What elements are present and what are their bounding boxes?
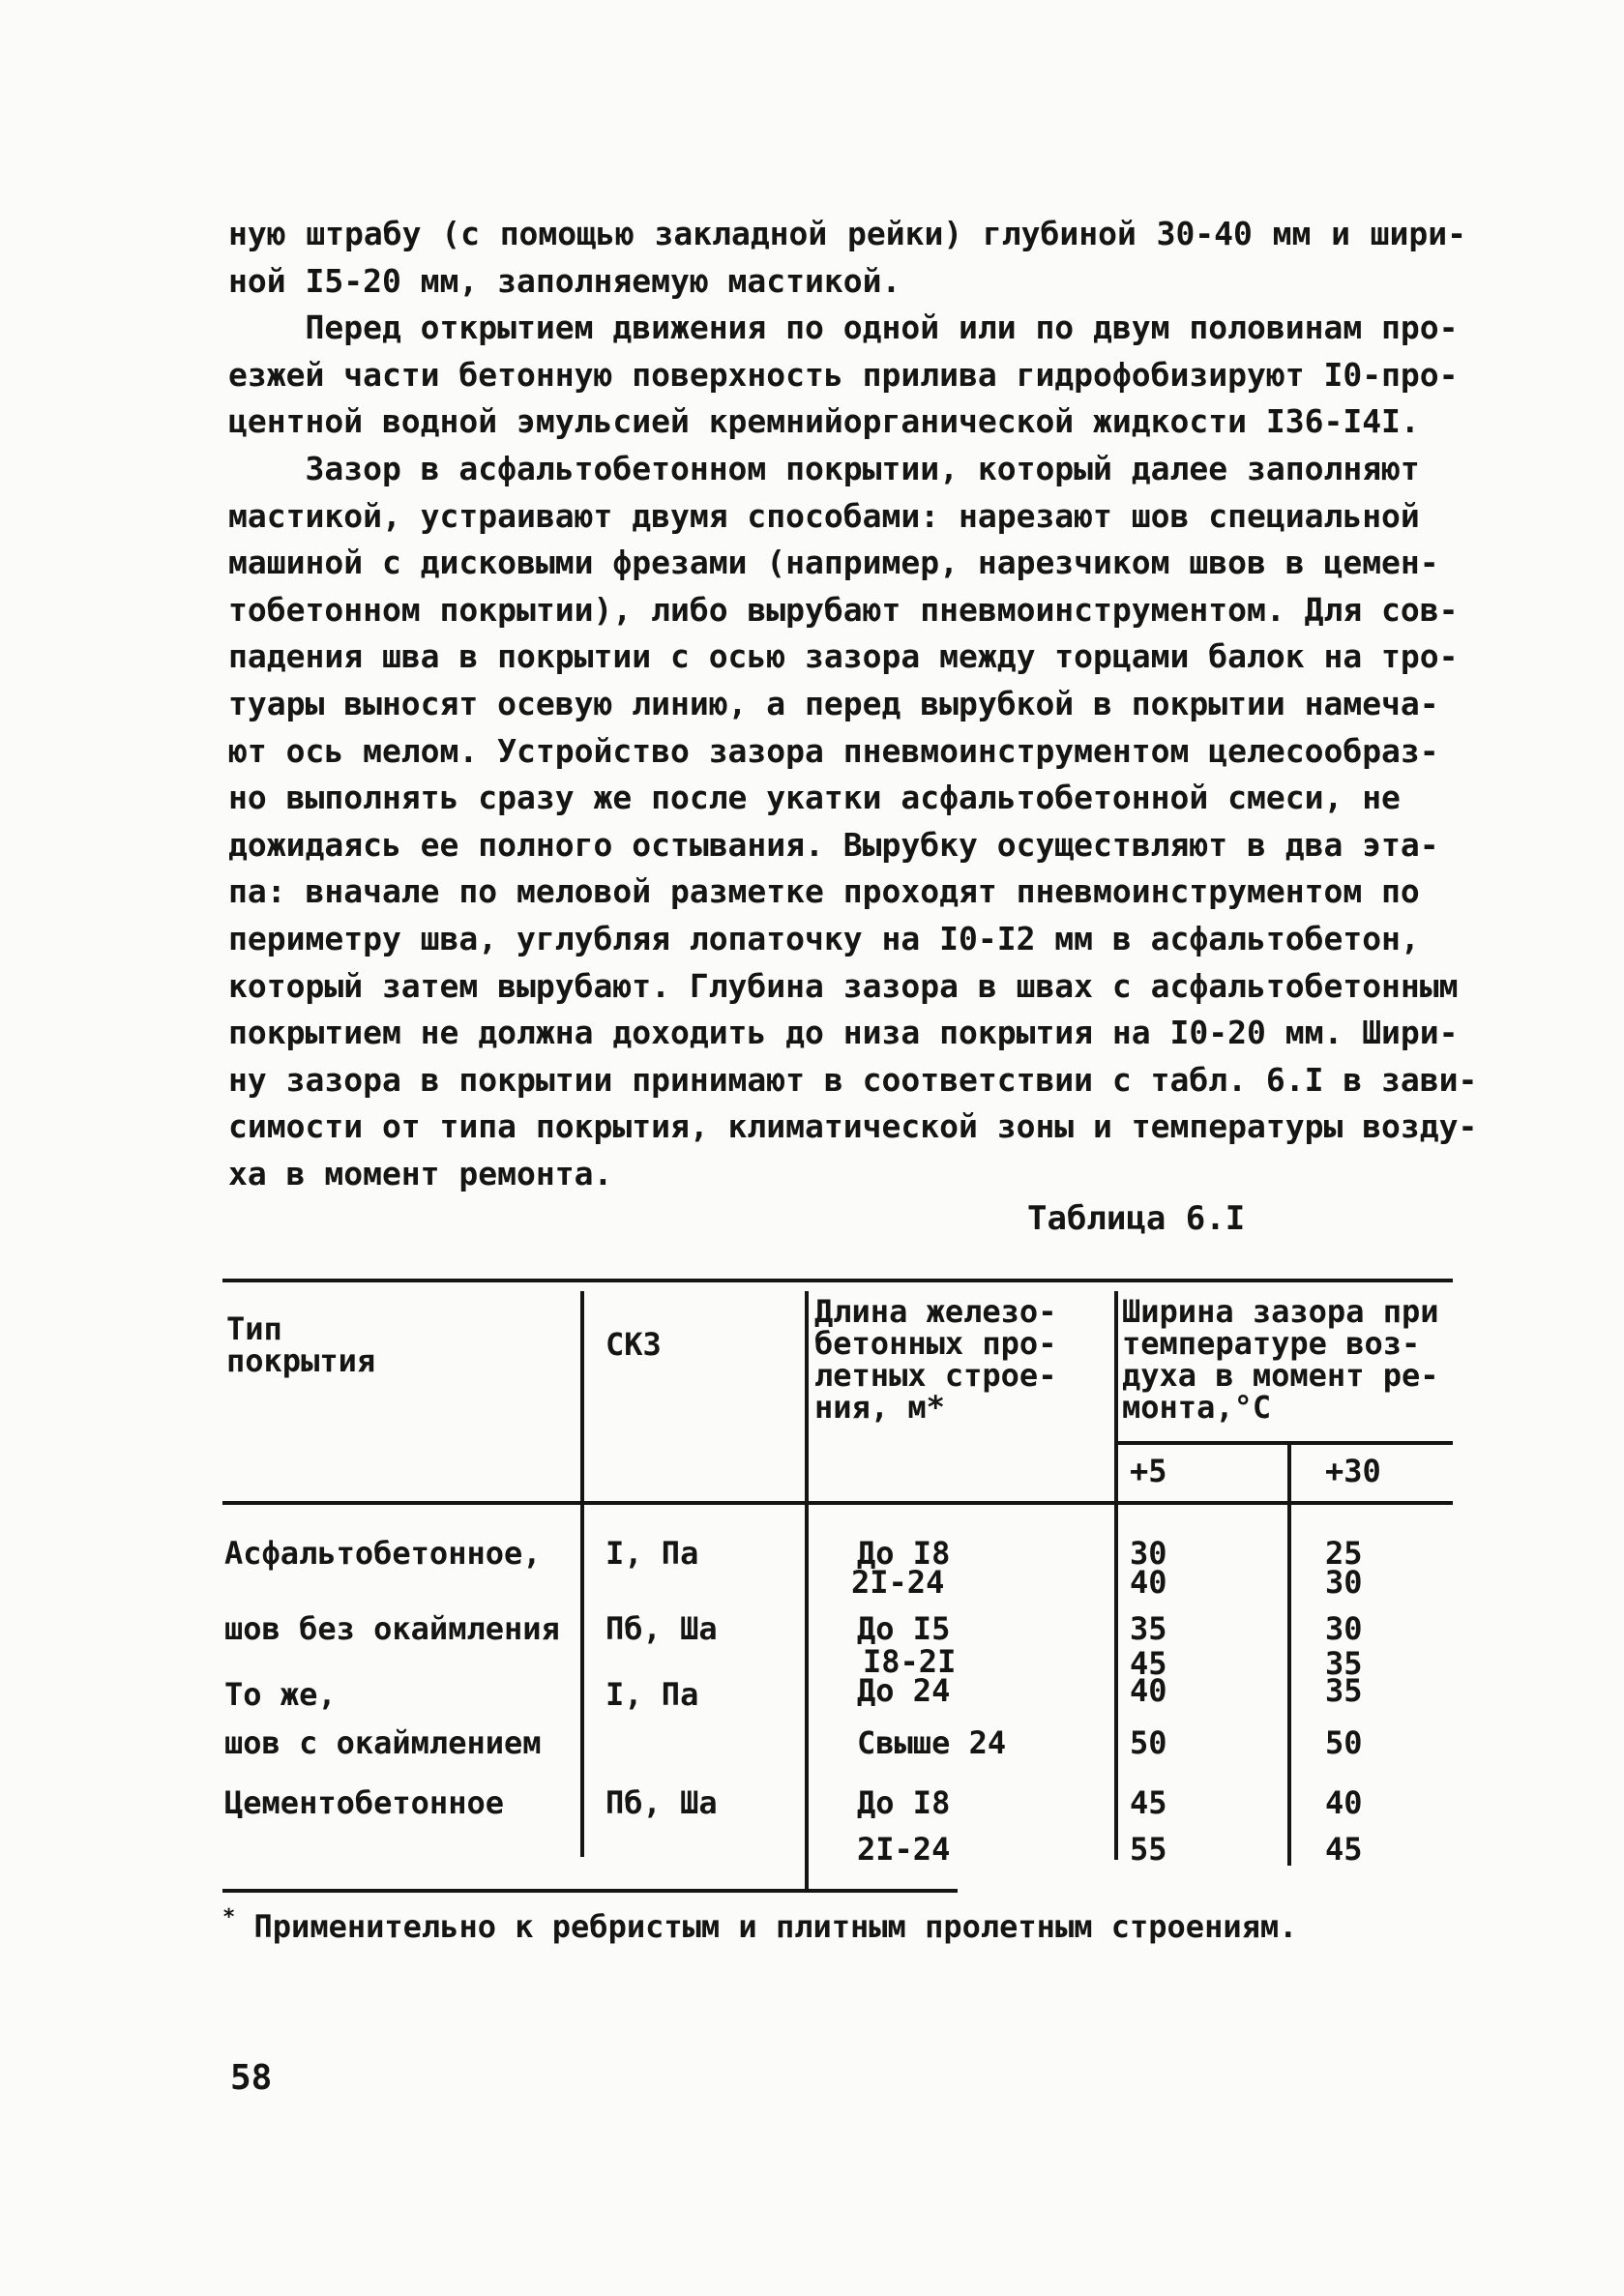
column-divider <box>580 1291 584 1857</box>
header-bottom-rule <box>222 1501 1453 1505</box>
cell-width-plus30: 45 <box>1325 1831 1363 1868</box>
temperature-subheader-rule <box>1114 1441 1453 1445</box>
text-line: центной водной эмульсией кремнийорганической жидкости I36-I4I. <box>228 402 1420 441</box>
cell-skz: I, Па <box>605 1676 699 1713</box>
cell-span-length: I8-2I <box>863 1643 957 1680</box>
cell-width-plus5: 30 <box>1130 1535 1167 1572</box>
text-line: падения шва в покрытии с осью зазора между торцами балок на тро- <box>228 637 1459 676</box>
cell-width-plus5: 45 <box>1130 1645 1167 1682</box>
text-line: ют ось мелом. Устройство зазора пневмоинструментом целесообраз- <box>228 731 1439 770</box>
header-temp-plus30: +30 <box>1325 1453 1381 1489</box>
text-line: туары выносят осевую линию, а перед вырубкой в покрытии намеча- <box>228 684 1439 722</box>
text-line: симости от типа покрытия, климатической зоны и температуры возду- <box>228 1107 1478 1146</box>
cell-width-plus30: 35 <box>1325 1672 1363 1709</box>
text-line: па: вначале по меловой разметке проходят пневмоинструментом по <box>228 872 1420 911</box>
cell-width-plus5: 40 <box>1130 1564 1167 1601</box>
cell-pavement-type: То же, <box>224 1676 337 1713</box>
header-skz: СКЗ <box>605 1326 662 1363</box>
cell-width-plus30: 25 <box>1325 1535 1363 1572</box>
paragraph-2 <box>228 305 1466 446</box>
header-temp-plus5: +5 <box>1130 1453 1167 1489</box>
cell-span-length: До I8 <box>857 1784 951 1821</box>
cell-width-plus30: 40 <box>1325 1784 1363 1821</box>
cell-span-length: 2I-24 <box>851 1564 945 1601</box>
cell-width-plus5: 45 <box>1130 1784 1167 1821</box>
table-bottom-rule <box>222 1889 958 1893</box>
cell-span-length: До 24 <box>857 1672 951 1709</box>
cell-width-plus30: 30 <box>1325 1610 1363 1647</box>
cell-width-plus5: 40 <box>1130 1672 1167 1709</box>
column-divider <box>805 1291 809 1889</box>
table-top-rule <box>222 1279 1453 1282</box>
text-line: Перед открытием движения по одной или по двум половинам про- <box>228 309 1459 346</box>
cell-pavement-type: Асфальтобетонное, <box>224 1535 542 1572</box>
text-line: периметру шва, углубляя лопаточку на I0-I2 мм в асфальтобетон, <box>228 919 1420 957</box>
text-line: Зазор в асфальтобетонном покрытии, который далее заполняют <box>228 450 1420 487</box>
header-gap-width: Ширина зазора при температуре воз- духа в момент ре- монта,°С <box>1122 1293 1439 1426</box>
page-number: 58 <box>230 2058 273 2098</box>
column-divider <box>1114 1291 1118 1860</box>
footnote-text: Применительно к ребристым и плитным пролетным строениям. <box>253 1908 1298 1945</box>
header-span-length: Длина железо- бетонных про- летных строе- ния, м* <box>814 1293 1057 1426</box>
text-line: который затем вырубают. Глубина зазора в швах с асфальтобетонным <box>228 966 1459 1005</box>
cell-skz: Пб, Ша <box>605 1610 718 1647</box>
cell-span-length: До I8 <box>857 1535 951 1572</box>
cell-pavement-type: шов без окаймления <box>224 1610 560 1647</box>
footnote <box>222 1905 1297 1945</box>
footnote-mark: * <box>222 1905 236 1929</box>
cell-skz: I, Па <box>605 1535 699 1572</box>
cell-span-length: До I5 <box>857 1610 951 1647</box>
cell-width-plus30: 35 <box>1325 1645 1363 1682</box>
cell-skz: Пб, Ша <box>605 1784 718 1821</box>
cell-span-length: Свыше 24 <box>857 1724 1007 1761</box>
text-line: тобетонном покрытии), либо вырубают пневмоинструментом. Для сов- <box>228 590 1459 629</box>
paragraph-3 <box>228 446 1478 1198</box>
cell-width-plus30: 30 <box>1325 1564 1363 1601</box>
cell-span-length: 2I-24 <box>857 1831 951 1868</box>
text-line: ну зазора в покрытии принимают в соответствии с табл. 6.I в зави- <box>228 1060 1478 1099</box>
text-line: но выполнять сразу же после укатки асфальтобетонной смеси, не <box>228 779 1401 817</box>
paragraph-1 <box>228 211 1466 305</box>
column-divider <box>1287 1445 1291 1866</box>
cell-pavement-type: Цементобетонное <box>224 1784 504 1821</box>
text-line: ха в момент ремонта. <box>228 1154 613 1192</box>
text-line: машиной с дисковыми фрезами (например, нарезчиком швов в цемен- <box>228 544 1439 582</box>
cell-pavement-type: шов с окаймлением <box>224 1724 542 1761</box>
cell-width-plus5: 55 <box>1130 1831 1167 1868</box>
text-line: дожидаясь ее полного остывания. Вырубку осуществляют в два эта- <box>228 825 1439 864</box>
cell-width-plus30: 50 <box>1325 1724 1363 1761</box>
cell-width-plus5: 50 <box>1130 1724 1167 1761</box>
cell-width-plus5: 35 <box>1130 1610 1167 1647</box>
text-line: ную штрабу (с помощью закладной рейки) глубиной 30-40 мм и шири- <box>228 215 1466 252</box>
table-caption: Таблица 6.I <box>1027 1199 1246 1238</box>
header-pavement-type: Тип покрытия <box>226 1310 376 1379</box>
text-line: мастикой, устраивают двумя способами: нарезают шов специальной <box>228 496 1420 535</box>
text-line: покрытием не должна доходить до низа покрытия на I0-20 мм. Шири- <box>228 1014 1459 1052</box>
text-line: езжей части бетонную поверхность прилива гидрофобизируют I0-про- <box>228 355 1459 394</box>
text-line: ной I5-20 мм, заполняемую мастикой. <box>228 261 901 300</box>
